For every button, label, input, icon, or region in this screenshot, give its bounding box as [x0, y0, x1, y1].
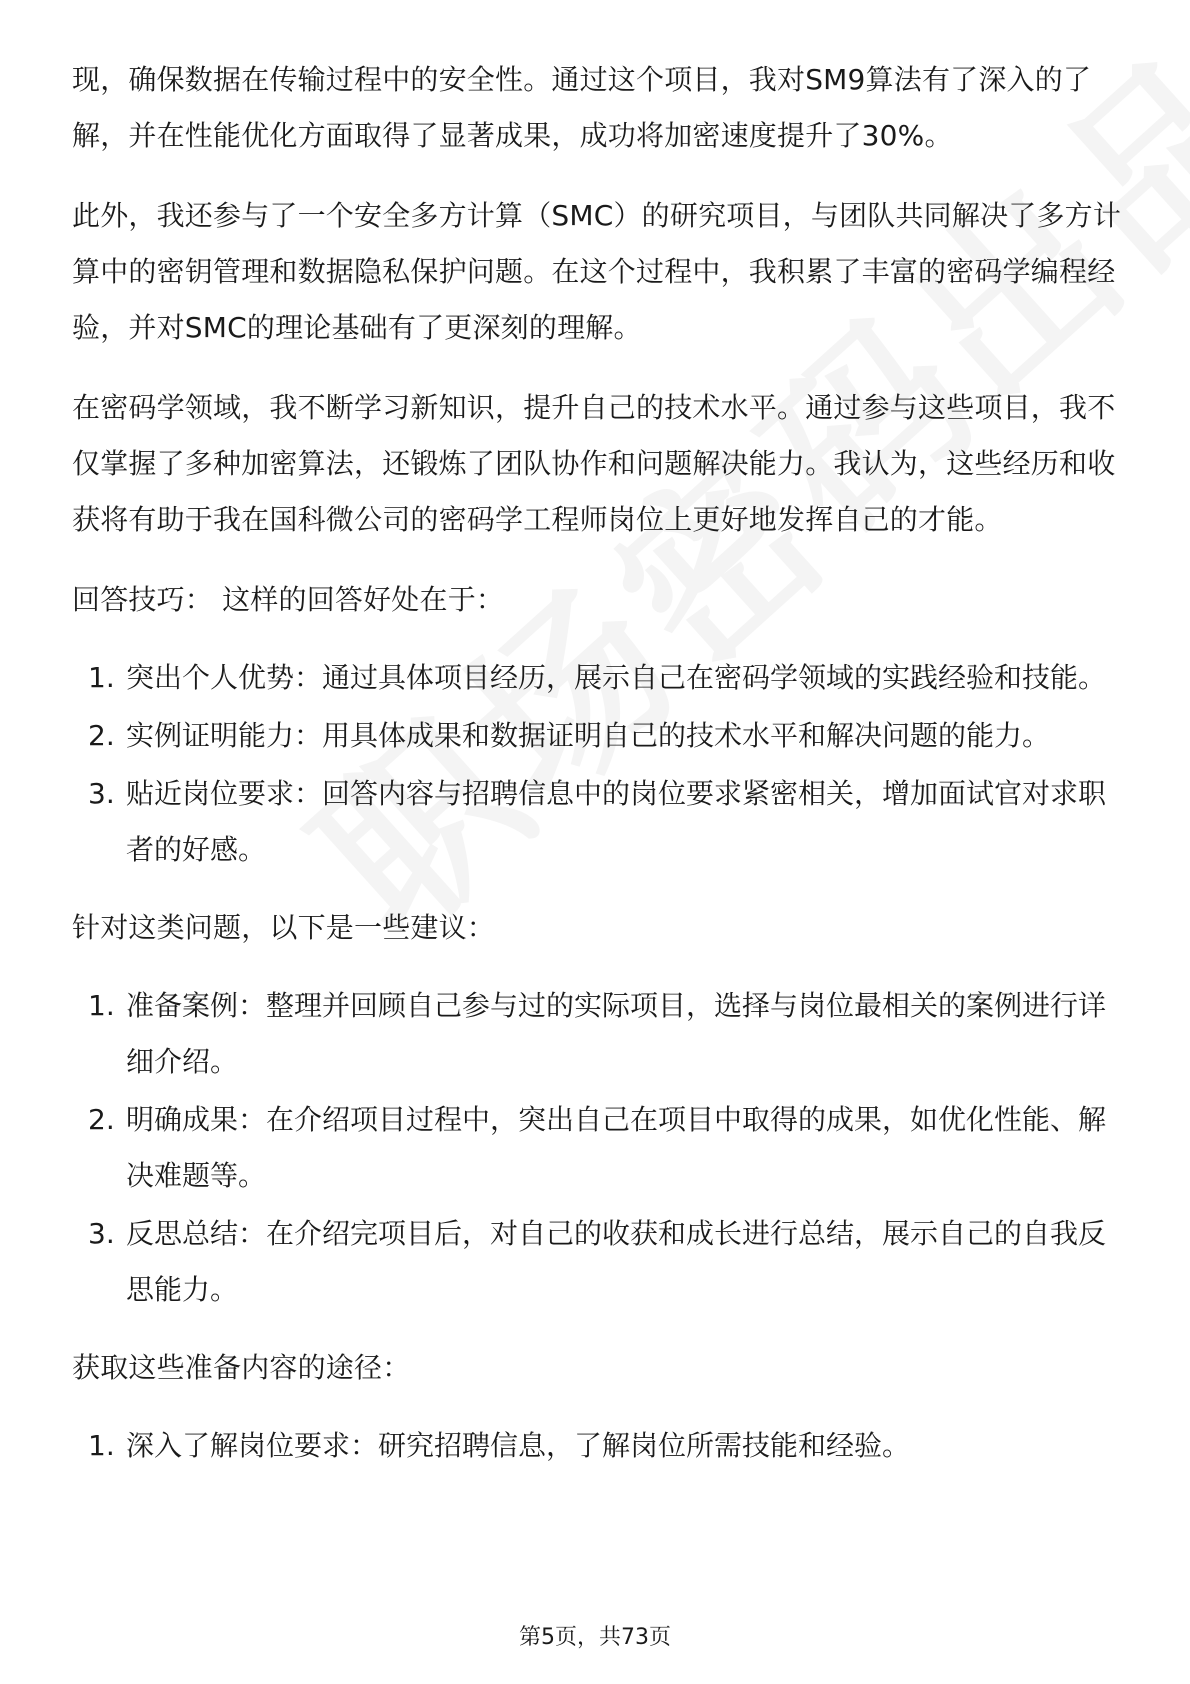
- list-item: [72, 708, 1122, 764]
- list-number: 1.: [88, 1429, 115, 1462]
- list-number: 1.: [88, 661, 115, 694]
- list-number: 3.: [88, 777, 115, 810]
- list-item: [72, 1206, 1122, 1318]
- list-number: 2.: [88, 1103, 115, 1136]
- document-page: [72, 52, 1122, 1496]
- list-number: 3.: [88, 1217, 115, 1250]
- list-text: 贴近岗位要求：回答内容与招聘信息中的岗位要求紧密相关，增加面试官对求职者的好感。: [126, 777, 1107, 866]
- list-item: [72, 978, 1122, 1090]
- list-text: 突出个人优势：通过具体项目经历，展示自己在密码学领域的实践经验和技能。: [126, 661, 1107, 694]
- paragraph-3: 在密码学领域，我不断学习新知识，提升自己的技术水平。通过参与这些项目，我不仅掌握了多种加密算法，还锻炼了团队协作和问题解决能力。我认为，这些经历和收获将有助于我在国科微公司的密码学工程师岗位上更好地发挥自己的才能。: [72, 391, 1116, 536]
- list-item: [72, 650, 1122, 706]
- sources-list: [72, 1418, 1122, 1474]
- page-footer: 第5页，共73页: [519, 1625, 671, 1650]
- list-item: [72, 1092, 1122, 1204]
- suggestions-list: [72, 978, 1122, 1318]
- list-number: 2.: [88, 719, 115, 752]
- list-number: 1.: [88, 989, 115, 1022]
- suggestions-heading: 针对这类问题，以下是一些建议：: [72, 911, 496, 944]
- list-item: [72, 1418, 1122, 1474]
- list-text: 反思总结：在介绍完项目后，对自己的收获和成长进行总结，展示自己的自我反思能力。: [126, 1217, 1107, 1306]
- paragraph-1: 现，确保数据在传输过程中的安全性。通过这个项目，我对SM9算法有了深入的了解，并在性能优化方面取得了显著成果，成功将加密速度提升了30%。: [72, 63, 1092, 152]
- list-text: 实例证明能力：用具体成果和数据证明自己的技术水平和解决问题的能力。: [126, 719, 1051, 752]
- list-text: 准备案例：整理并回顾自己参与过的实际项目，选择与岗位最相关的案例进行详细介绍。: [126, 989, 1107, 1078]
- list-item: [72, 766, 1122, 878]
- list-text: 明确成果：在介绍项目过程中，突出自己在项目中取得的成果，如优化性能、解决难题等。: [126, 1103, 1107, 1192]
- tips-list: [72, 650, 1122, 878]
- list-text: 深入了解岗位要求：研究招聘信息，了解岗位所需技能和经验。: [126, 1429, 911, 1462]
- paragraph-2: 此外，我还参与了一个安全多方计算（SMC）的研究项目，与团队共同解决了多方计算中的密钥管理和数据隐私保护问题。在这个过程中，我积累了丰富的密码学编程经验，并对SMC的理论基础有了更深刻的理解。: [72, 199, 1122, 344]
- tips-heading: 回答技巧： 这样的回答好处在于：: [72, 583, 505, 616]
- sources-heading: 获取这些准备内容的途径：: [72, 1351, 411, 1384]
